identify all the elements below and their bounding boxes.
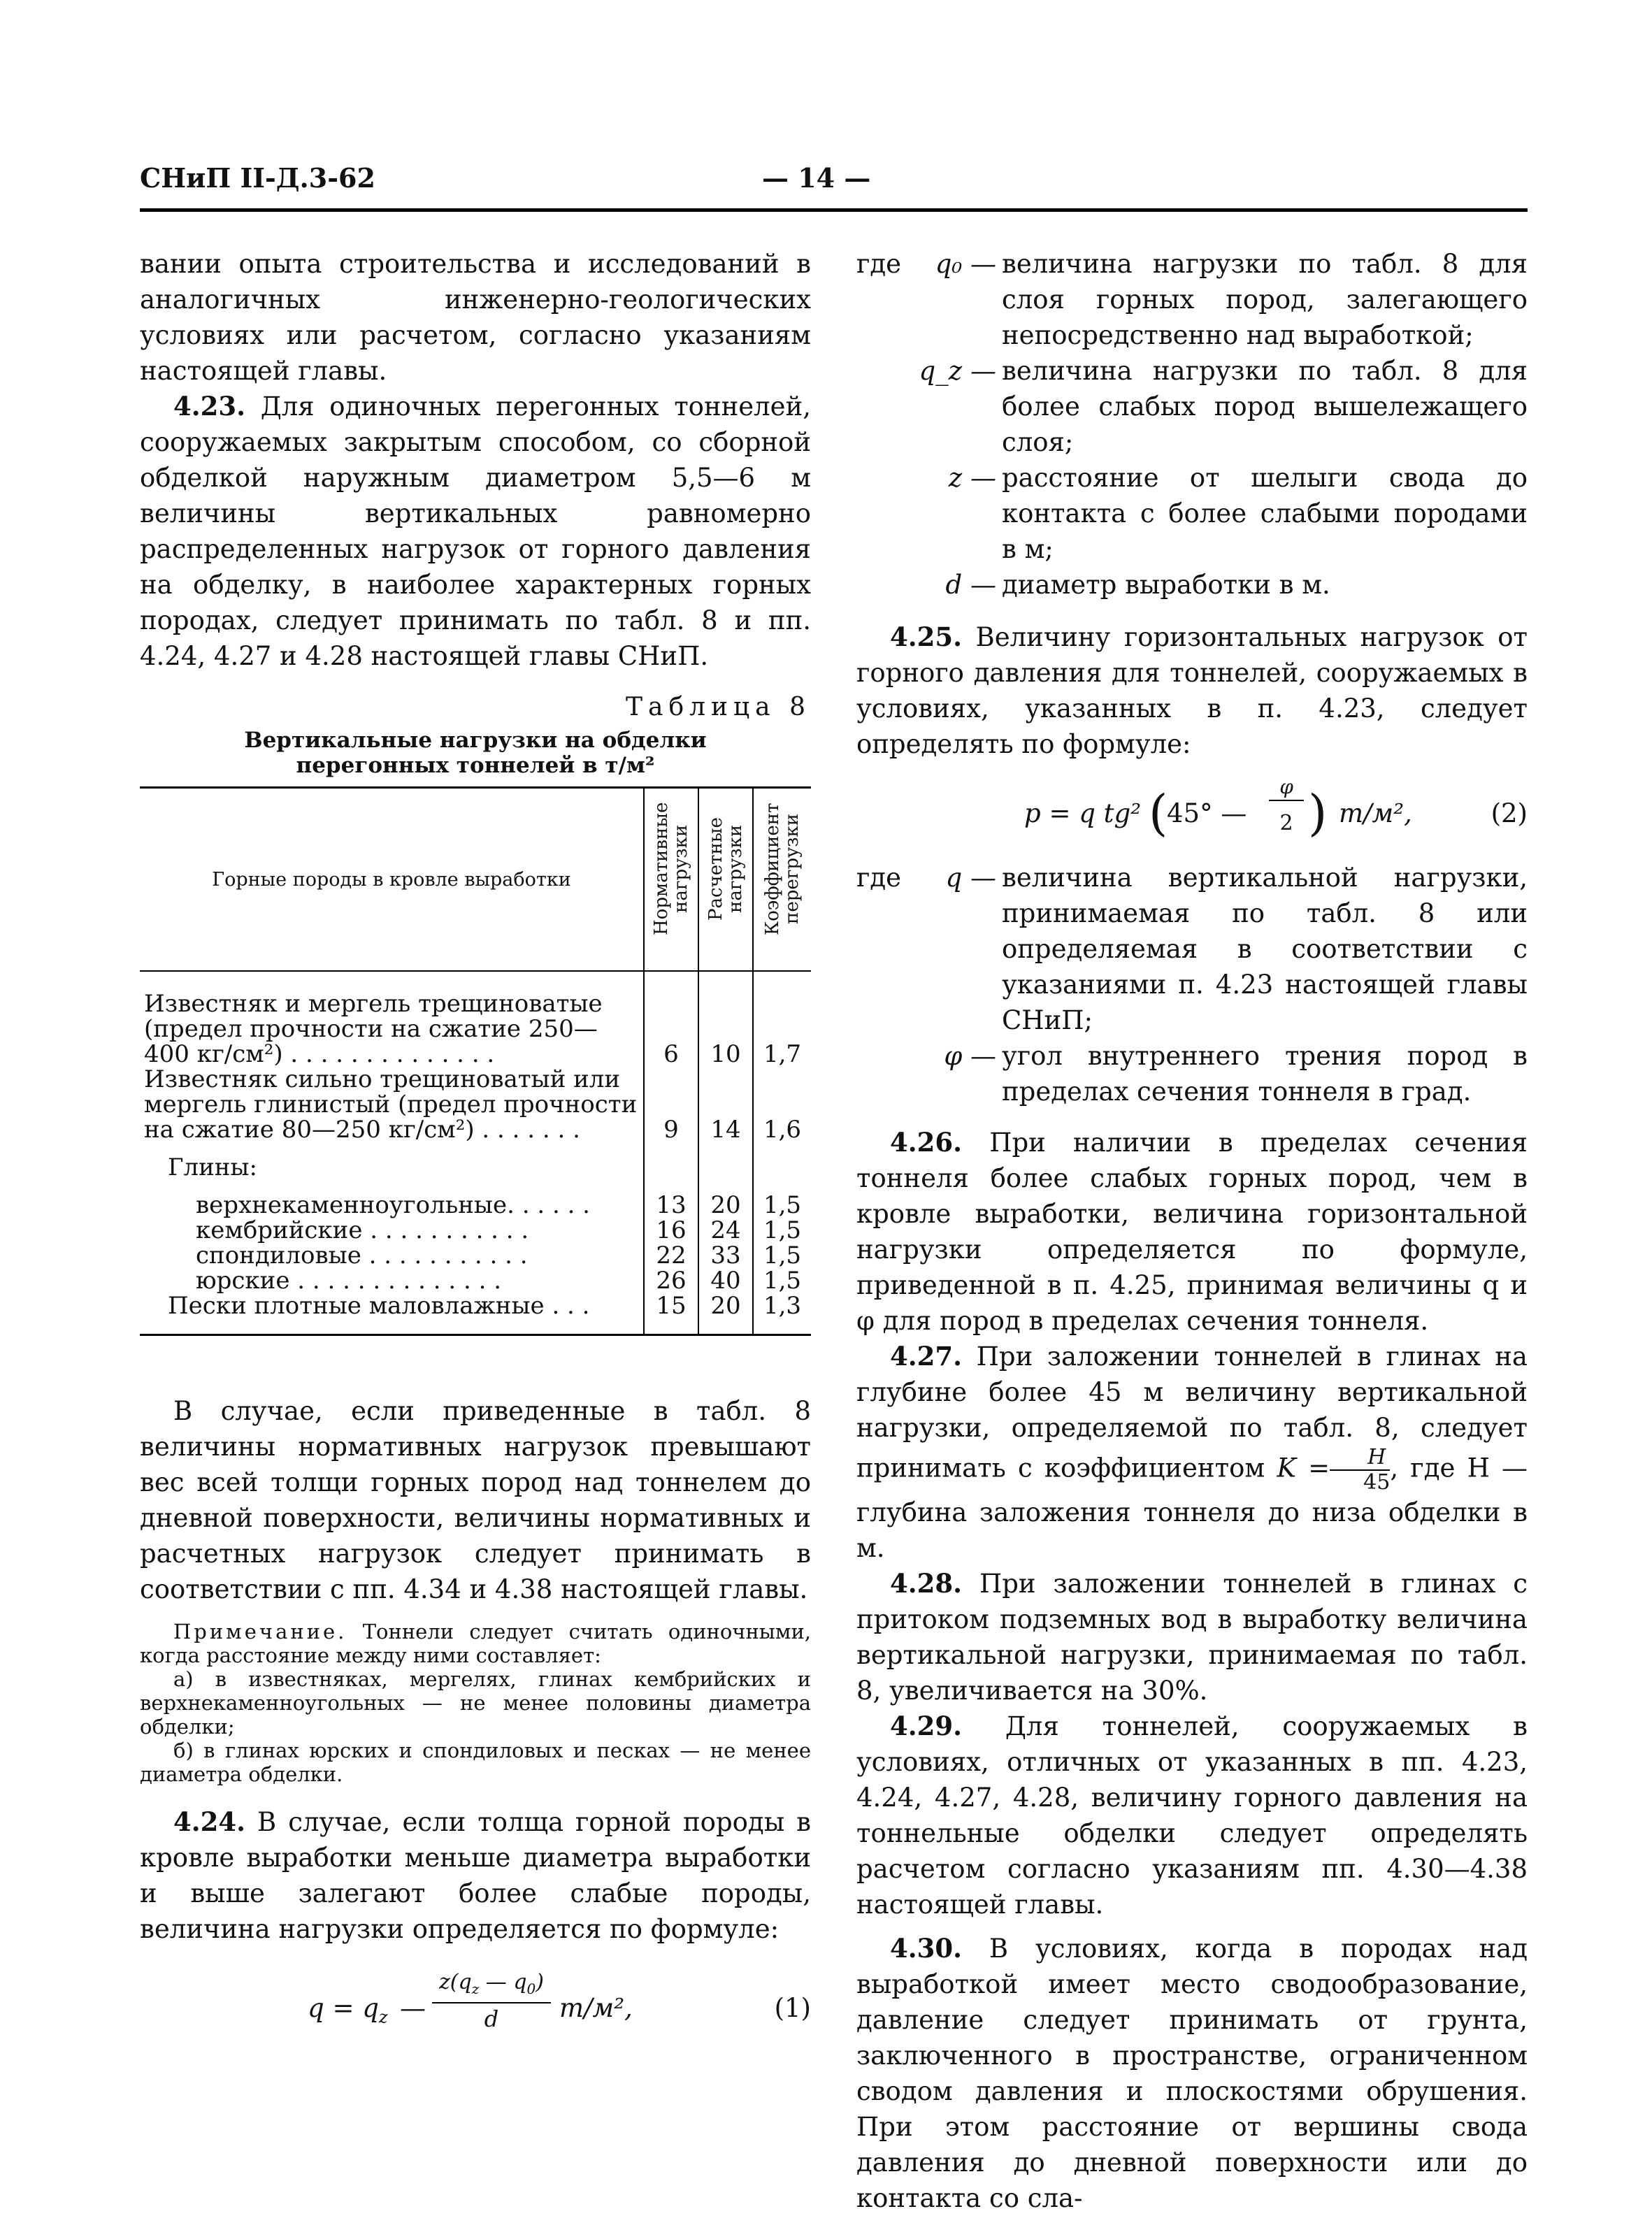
section-text: В условиях, когда в породах над выработкой имеет место сводообразование, давление следует принимать от грунта, заключенного в пространстве, ограниченном сводом давления и плоскостями обрушения. При этом расстояние от вершины свода давления до дневной поверхности или до контакта со сла- <box>856 1934 1528 2213</box>
section-number: 4.24. <box>173 1806 245 1837</box>
formula-1-unit: т/м², <box>559 1993 633 2023</box>
table-cell-coefficient: 1,5 <box>753 1243 811 1268</box>
section-text: Для тоннелей, сооружаемых в условиях, отличных от указанных в пп. 4.23, 4.24, 4.27, 4.28, величину горного давления на тоннельные обделки следует определять расчетом согласно указаниям пп. 4.30—4.38 настоящей главы. <box>856 1711 1528 1920</box>
section-4-27 <box>856 1339 1528 1566</box>
table-cell-design: 40 <box>698 1268 753 1293</box>
table-cell-normative: 22 <box>644 1243 698 1268</box>
table-label: Таблица 8 <box>626 693 811 721</box>
formula-1-denominator: d <box>484 2006 499 2032</box>
formula-2-numerator: φ <box>1269 775 1304 801</box>
table-header-rock: Горные породы в кровле выработки <box>140 789 644 971</box>
table-row <box>140 1243 811 1268</box>
table-cell-coefficient: 1,5 <box>753 1268 811 1293</box>
note <box>140 1620 811 1786</box>
definition-text: величина нагрузки по табл. 8 для более слабых пород вышележащего слоя; <box>1002 356 1528 457</box>
table-cell-normative: 9 <box>644 1067 698 1142</box>
section-number: 4.28. <box>890 1568 962 1599</box>
table-cell-coefficient: 1,7 <box>753 971 811 1067</box>
table-cell-coefficient <box>753 1142 811 1180</box>
definition-term: q_z — <box>919 356 996 386</box>
table-cell-coefficient: 1,5 <box>753 1180 811 1218</box>
table-cell-design: 33 <box>698 1243 753 1268</box>
header-rule <box>140 208 1528 212</box>
table-header-normative: Нормативные нагрузки <box>644 789 698 971</box>
section-4-30 <box>856 1931 1528 2216</box>
section-4-26 <box>856 1125 1528 1339</box>
coefficient-k: K = <box>1277 1453 1330 1483</box>
definition-term: φ — <box>944 1041 996 1071</box>
formula-1 <box>140 1957 811 2041</box>
table-cell-normative: 13 <box>644 1180 698 1218</box>
definition-term: q₀ — <box>935 249 996 279</box>
table-8 <box>140 786 811 1336</box>
table-cell-coefficient: 1,6 <box>753 1067 811 1142</box>
formula-2-number: (2) <box>1491 798 1528 828</box>
table-row <box>140 1293 811 1334</box>
table-cell-design: 24 <box>698 1218 753 1243</box>
section-text: При заложении тоннелей в глинах на глубине более 45 м величину вертикальной нагрузки, определяемой по табл. 8, следует принимать с коэффициентом <box>856 1341 1528 1483</box>
formula-2-lhs: p = q tg² <box>1024 798 1142 828</box>
table-cell-design: 14 <box>698 1067 753 1142</box>
table-cell-normative: 16 <box>644 1218 698 1243</box>
formula-2-denominator: 2 <box>1279 811 1293 835</box>
right-column <box>856 246 1528 2216</box>
table-row <box>140 1142 811 1180</box>
section-4-29 <box>856 1708 1528 1922</box>
table-cell-normative: 26 <box>644 1268 698 1293</box>
section-number: 4.30. <box>890 1933 962 1964</box>
formula-2 <box>856 762 1528 860</box>
left-column <box>140 246 811 2041</box>
definition-term: q — <box>945 863 996 893</box>
definition-q0 <box>856 246 1528 353</box>
section-4-23 <box>140 389 811 674</box>
formula-1-number: (1) <box>774 1993 811 2023</box>
section-text: Величину горизонтальных нагрузок от горного давления для тоннелей, сооружаемых в условиях, указанных в п. 4.23, следует определять по формуле: <box>856 622 1528 759</box>
section-4-24 <box>140 1804 811 1947</box>
definition-term: z — <box>948 463 996 493</box>
section-text: В случае, если толща горной породы в кровле выработки меньше диаметра выработки и выше залегают более слабые породы, величина нагрузки определяется по формуле: <box>140 1807 812 1944</box>
definition-d <box>856 567 1528 603</box>
section-number: 4.27. <box>890 1341 962 1372</box>
definition-text: расстояние от шелыги свода до контакта с более слабыми породами в м; <box>1002 463 1528 564</box>
definition-text: величина нагрузки по табл. 8 для слоя горных пород, залегающего непосредственно над выработкой; <box>1002 249 1528 350</box>
definition-qz <box>856 353 1528 460</box>
page-number: — 14 — <box>762 162 871 194</box>
section-number: 4.23. <box>173 391 245 422</box>
formula-1-sub: z <box>378 2007 388 2027</box>
section-4-28 <box>856 1566 1528 1708</box>
table-row <box>140 1180 811 1218</box>
table-cell-rock: Известняк и мергель трещиноватые (предел прочности на сжатие 250—400 кг/см²) . . . . . . . . . . . . . . <box>144 990 603 1068</box>
section-text: При заложении тоннелей в глинах с притоком подземных вод в выработку величина вертикальной нагрузки, принимаемая по табл. 8, увеличивается на 30%. <box>856 1569 1528 1706</box>
note-label: Примечание. <box>173 1620 347 1643</box>
table-cell-rock: спондиловые . . . . . . . . . . . <box>196 1242 528 1269</box>
definition-term: d — <box>945 570 996 600</box>
definition-z <box>856 460 1528 567</box>
table-cell-rock: верхнекаменноугольные. . . . . . <box>196 1191 590 1219</box>
formula-2-angle: 45° — <box>1167 798 1247 828</box>
section-text: При наличии в пределах сечения тоннеля более слабых горных пород, чем в кровле выработки, величина горизонтальной нагрузки определяется по формуле, приведенной в п. 4.25, принимая величины q и φ для пород в пределах сечения тоннеля. <box>856 1128 1528 1336</box>
section-4-25 <box>856 619 1528 762</box>
section-text: Для одиночных перегонных тоннелей, сооружаемых закрытым способом, со сборной обделкой наружным диаметром 5,5—6 м величины вертикальных равномерно распределенных нагрузок от горного давления на обделку, в наиболее характерных горных породах, следует принимать по табл. 8 и пп. 4.24, 4.27 и 4.28 настоящей главы СНиП. <box>140 391 811 671</box>
formula-2-close-paren: ) <box>1308 784 1328 842</box>
definition-text: угол внутреннего трения пород в пределах сечения тоннеля в град. <box>1002 1041 1528 1107</box>
definition-text: величина вертикальной нагрузки, принимаемая по табл. 8 или определяемая в соответствии с указаниями п. 4.23 настоящей главы СНиП; <box>1002 863 1528 1035</box>
table-cell-rock: кембрийские . . . . . . . . . . . <box>196 1216 529 1244</box>
table-cell-design: 10 <box>698 971 753 1067</box>
table-header-coefficient: Коэффициент перегрузки <box>753 789 811 971</box>
table-cell-rock: Известняк сильно трещиноватый или мергель глинистый (предел прочности на сжатие 80—250 кг/см²) . . . . . . . <box>144 1065 638 1144</box>
table-row <box>140 971 811 1067</box>
table-cell-design: 20 <box>698 1180 753 1218</box>
section-number: 4.29. <box>890 1711 962 1741</box>
formula-1-lhs: q = q <box>308 1993 379 2023</box>
paragraph-continuation: вании опыта строительства и исследований в аналогичных инженерно-геологических условиях или расчетом, согласно указаниям настоящей главы. <box>140 249 811 386</box>
note-item-a: а) в известняках, мергелях, глинах кембрийских и верхнекаменноугольных — не менее половины диаметра обделки; <box>140 1667 811 1739</box>
table-cell-normative: 15 <box>644 1293 698 1334</box>
definition-text: диаметр выработки в м. <box>1002 570 1330 600</box>
definition-phi <box>856 1038 1528 1109</box>
table-cell-rock: юрские . . . . . . . . . . . . . . <box>196 1267 502 1295</box>
table-cell-rock: Глины: <box>168 1153 257 1181</box>
formula-1-numerator: $z(q_z$ — $q_0$) <box>432 1969 551 2003</box>
table-row <box>140 1268 811 1293</box>
section-number: 4.25. <box>890 621 962 652</box>
where-word: где <box>856 863 902 893</box>
formula-2-open-paren: ( <box>1149 784 1168 842</box>
formula-1-minus: — <box>400 1993 426 2023</box>
table-header-design: Расчетные нагрузки <box>698 789 753 971</box>
paragraph-case: В случае, если приведенные в табл. 8 величины нормативных нагрузок превышают вес всей толщи горных пород над тоннелем до дневной поверхности, величины нормативных и расчетных нагрузок следует принимать в соответствии с пп. 4.34 и 4.38 настоящей главы. <box>140 1396 811 1604</box>
note-text: Тоннели следует считать одиночными, когда расстояние между ними составляет: <box>140 1620 811 1667</box>
formula-2-unit: т/м², <box>1339 798 1412 828</box>
where-word: где <box>856 249 902 279</box>
table-cell-design <box>698 1142 753 1180</box>
coefficient-fraction: $\frac{H}{45}$ <box>1330 1446 1390 1495</box>
definition-q <box>856 860 1528 1038</box>
table-cell-design: 20 <box>698 1293 753 1334</box>
section-text-end: , где H — глубина заложения тоннеля до низа обделки в м. <box>856 1453 1528 1563</box>
table-cell-normative <box>644 1142 698 1180</box>
table-cell-rock: Пески плотные маловлажные . . . <box>168 1292 590 1320</box>
table-cell-normative: 6 <box>644 971 698 1067</box>
section-number: 4.26. <box>890 1127 962 1158</box>
running-header-code: СНиП II-Д.3-62 <box>140 162 375 194</box>
table-title: Вертикальные нагрузки на обделки перегонных тоннелей в т/м² <box>244 728 707 778</box>
table-cell-coefficient: 1,5 <box>753 1218 811 1243</box>
table-row <box>140 1067 811 1142</box>
table-cell-coefficient: 1,3 <box>753 1293 811 1334</box>
table-row <box>140 1218 811 1243</box>
note-item-b: б) в глинах юрских и спондиловых и песках — не менее диаметра обделки. <box>140 1739 811 1786</box>
